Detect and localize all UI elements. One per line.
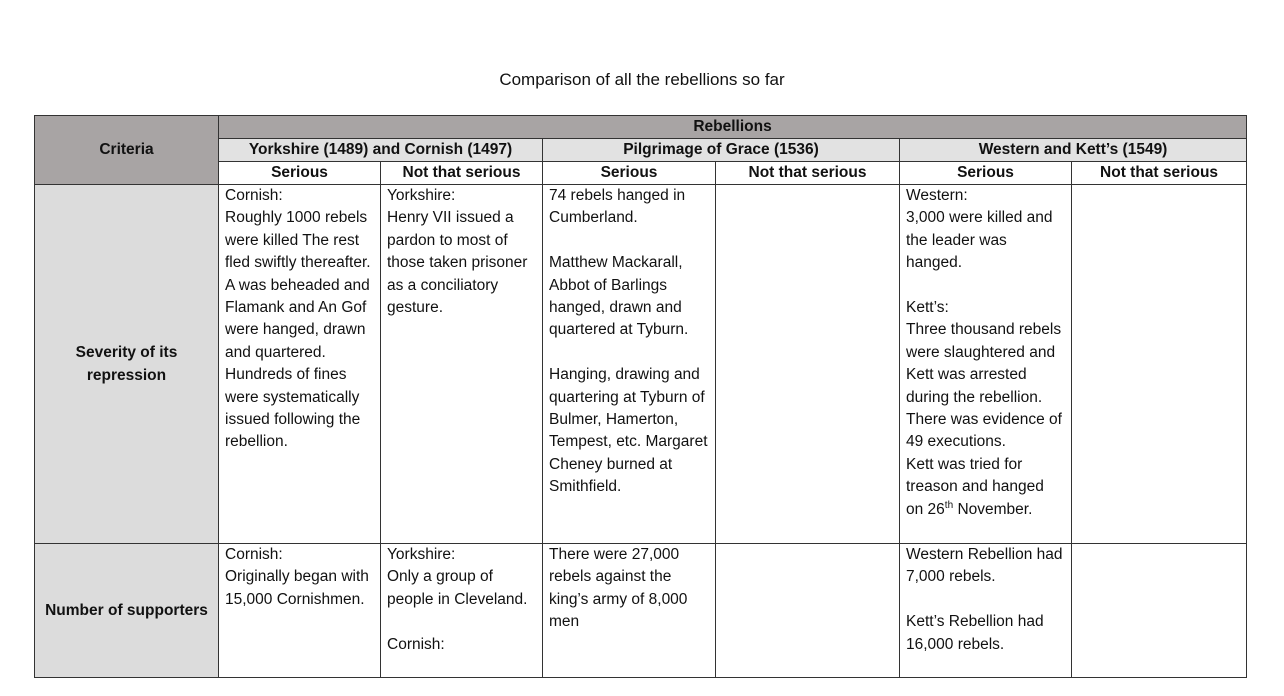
table-cell: Yorkshire: Henry VII issued a pardon to most of those taken prisoner as a conciliatory gesture. — [381, 185, 543, 544]
comparison-table — [34, 115, 1247, 678]
table-cell: Yorkshire: Only a group of people in Cleveland. Cornish: — [381, 544, 543, 678]
subheader-serious: Serious — [900, 162, 1072, 185]
table-cell: Western Rebellion had 7,000 rebels. Kett’s Rebellion had 16,000 rebels. — [900, 544, 1072, 678]
criteria-header: Criteria — [35, 116, 219, 185]
group-header-western-ketts: Western and Kett’s (1549) — [900, 139, 1247, 162]
superscript: th — [944, 499, 954, 511]
table-row — [35, 185, 1247, 544]
table-row — [35, 544, 1247, 678]
rebellions-header: Rebellions — [219, 116, 1247, 139]
group-header-pilgrimage: Pilgrimage of Grace (1536) — [543, 139, 900, 162]
subheader-serious: Serious — [219, 162, 381, 185]
row-label-severity: Severity of its repression — [35, 185, 219, 544]
subheader-serious: Serious — [543, 162, 716, 185]
table-cell: Cornish: Originally began with 15,000 Cornishmen. — [219, 544, 381, 678]
table-cell: 74 rebels hanged in Cumberland. Matthew Mackarall, Abbot of Barlings hanged, drawn and quartered at Tyburn. Hanging, drawing and quartering at Tyburn of Bulmer, Hamerton, Tempest, etc. Margaret Cheney burned at Smithfield. — [543, 185, 716, 544]
subheader-not-serious: Not that serious — [381, 162, 543, 185]
group-header-yorkshire-cornish: Yorkshire (1489) and Cornish (1497) — [219, 139, 543, 162]
table-cell — [1072, 544, 1247, 678]
row-label-supporters: Number of supporters — [35, 544, 219, 678]
cell-text: Western: 3,000 were killed and the leader was hanged. Kett’s: Three thousand rebels were slaughtered and Kett was arrested during the rebellion. There was evidence of 49 executions. Kett was tried for treason and hanged on 26 — [906, 187, 1062, 518]
cell-text: November. — [953, 500, 1033, 518]
table-cell — [716, 185, 900, 544]
table-cell: There were 27,000 rebels against the king’s army of 8,000 men — [543, 544, 716, 678]
table-cell — [1072, 185, 1247, 544]
subheader-not-serious: Not that serious — [716, 162, 900, 185]
table-cell — [716, 544, 900, 678]
table-cell — [900, 185, 1072, 544]
subheader-not-serious: Not that serious — [1072, 162, 1247, 185]
document-title: Comparison of all the rebellions so far — [499, 70, 785, 89]
table-cell: Cornish: Roughly 1000 rebels were killed The rest fled swiftly thereafter. A was beheaded and Flamank and An Gof were hanged, drawn and quartered. Hundreds of fines were systematically issued following the rebellion. — [219, 185, 381, 544]
